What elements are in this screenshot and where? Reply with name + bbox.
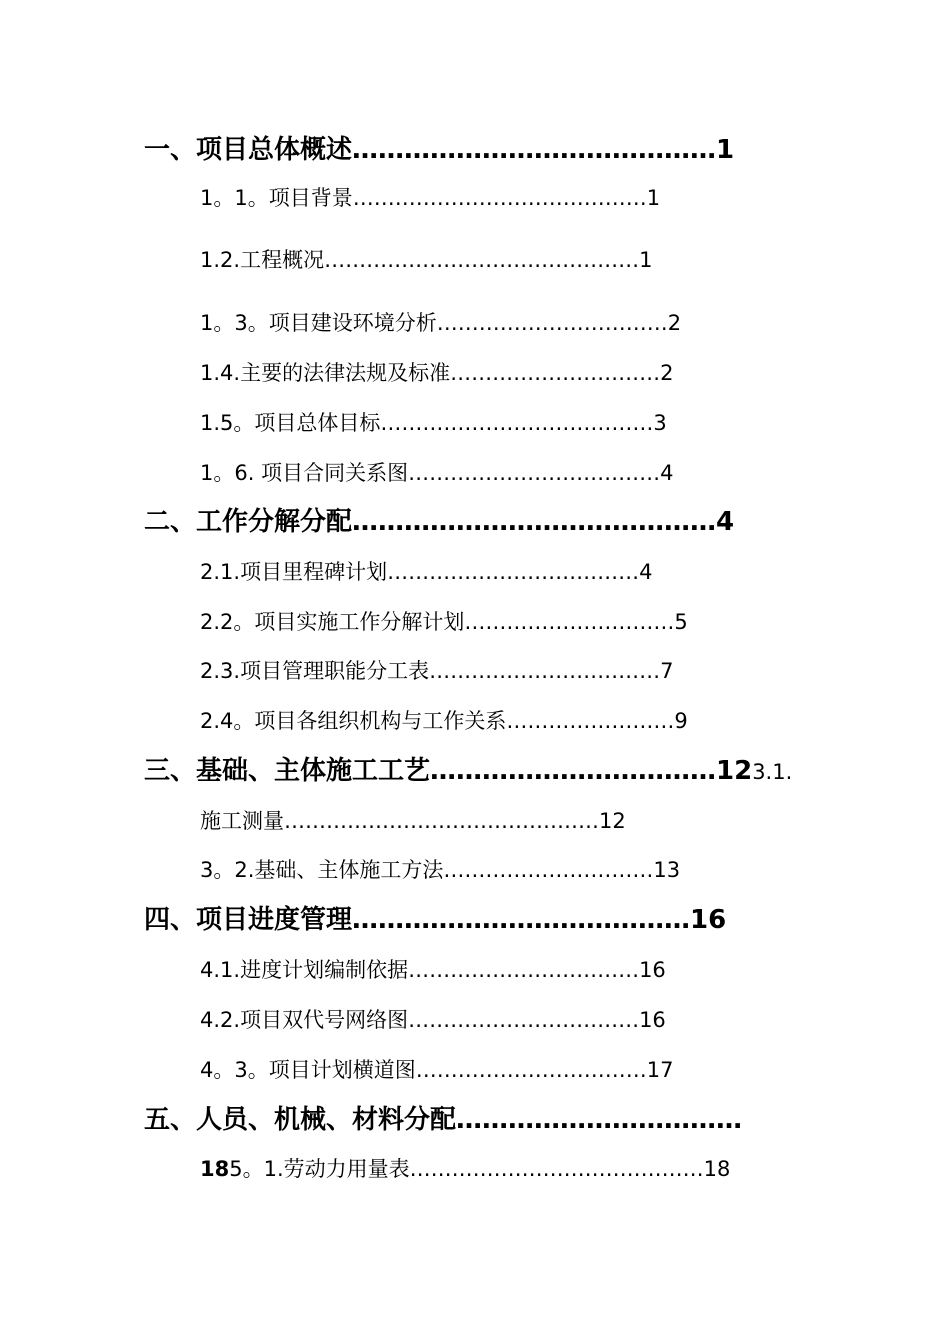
toc-section-4-1[interactable]: 4.1.进度计划编制依据……………………………16 bbox=[200, 958, 666, 982]
toc-chapter-4[interactable]: 四、项目进度管理…………………………………16 bbox=[144, 905, 727, 935]
toc-section-2-4[interactable]: 2.4。项目各组织机构与工作关系……………………9 bbox=[200, 709, 688, 733]
toc-chapter-2[interactable]: 二、工作分解分配……………………………………4 bbox=[144, 507, 735, 537]
toc-chapter-3[interactable] bbox=[144, 758, 792, 784]
toc-section-5-1-text: 5。1.劳动力用量表……………………………………18 bbox=[229, 1157, 731, 1181]
toc-section-2-1[interactable]: 2.1.项目里程碑计划………………………………4 bbox=[200, 560, 653, 584]
toc-section-1-2[interactable]: 1.2.工程概况………………………………………1 bbox=[200, 248, 653, 272]
toc-section-3-1-number: 3.1. bbox=[752, 760, 793, 784]
toc-section-1-3[interactable]: 1。3。项目建设环境分析……………………………2 bbox=[200, 311, 682, 335]
toc-section-2-3[interactable]: 2.3.项目管理职能分工表……………………………7 bbox=[200, 659, 674, 683]
toc-section-1-5[interactable]: 1.5。项目总体目标…………………………………3 bbox=[200, 411, 667, 435]
toc-section-1-6[interactable]: 1。6. 项目合同关系图………………………………4 bbox=[200, 461, 674, 485]
toc-section-3-2[interactable]: 3。2.基础、主体施工方法…………………………13 bbox=[200, 858, 681, 882]
toc-chapter-5[interactable]: 五、人员、机械、材料分配…………………………… bbox=[144, 1105, 743, 1135]
toc-chapter-5-page: 18 bbox=[200, 1157, 230, 1181]
toc-section-5-1[interactable] bbox=[200, 1159, 730, 1180]
toc-chapter-1[interactable]: 一、项目总体概述……………………………………1 bbox=[144, 135, 735, 165]
toc-chapter-3-title: 三、基础、主体施工工艺……………………………12 bbox=[144, 756, 753, 786]
toc-section-1-1[interactable]: 1。1。项目背景……………………………………1 bbox=[200, 186, 661, 210]
toc-section-2-2[interactable]: 2.2。项目实施工作分解计划…………………………5 bbox=[200, 610, 688, 634]
toc-section-4-2[interactable]: 4.2.项目双代号网络图……………………………16 bbox=[200, 1008, 666, 1032]
toc-section-3-1[interactable]: 施工测量………………………………………12 bbox=[200, 809, 626, 833]
toc-section-4-3[interactable]: 4。3。项目计划横道图……………………………17 bbox=[200, 1058, 674, 1082]
toc-section-1-4[interactable]: 1.4.主要的法律法规及标准…………………………2 bbox=[200, 361, 674, 385]
